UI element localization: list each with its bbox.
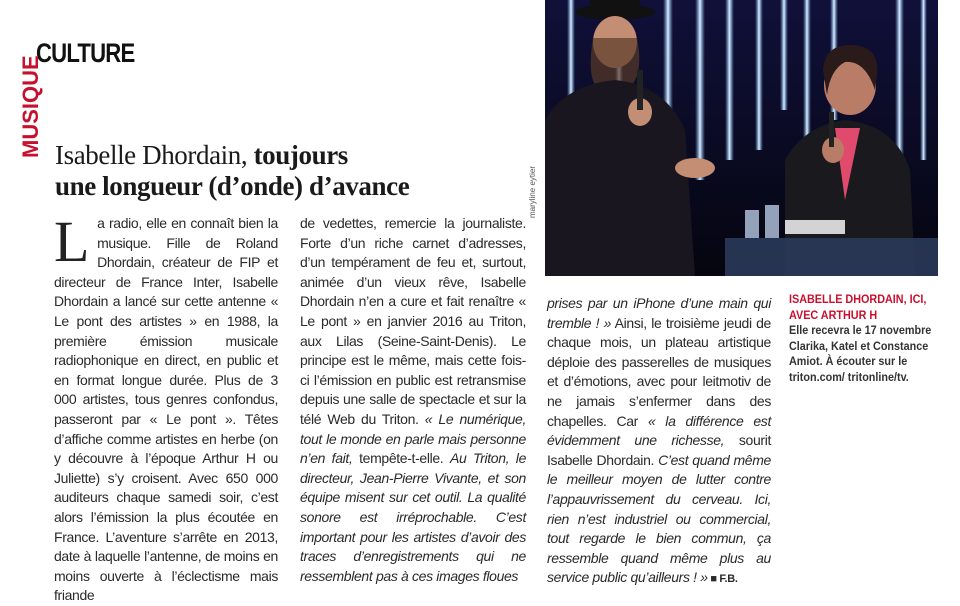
column-2-text-c: tempête-t-elle. bbox=[352, 450, 450, 467]
stage-illustration bbox=[545, 0, 938, 276]
article-column-2 bbox=[300, 214, 526, 586]
section-title: CULTURE bbox=[36, 38, 135, 68]
headline-regular: Isabelle Dhordain, bbox=[55, 140, 254, 170]
concert-photo bbox=[545, 0, 938, 276]
column-3-text-b: Ainsi, le troisième jeudi de chaque mois, un plateau artistique déploie des passerelles de musiques et d’émotions, avec pour leitmotiv de ne jamais s’enfermer dans des chapelles. Car bbox=[547, 314, 771, 429]
column-2-quote-b: Au Triton, le directeur, Jean-Pierre Vivante, et son équipe misent sur cet outil. La qualité sonore est irréprochable. C’est important pour les artistes d’avoir des traces d’enregistrements qui ne ressemblent pas à ces images floues bbox=[300, 450, 526, 584]
photo-caption bbox=[789, 292, 938, 386]
headline-bold-1: toujours bbox=[253, 140, 348, 170]
column-3-quote-a: prises par un iPhone d’une main qui tremble ! » bbox=[547, 295, 771, 331]
column-2-text-a: de vedettes, remercie la journaliste. Forte d’un riche carnet d’adresses, d’un tempérament de feu et, surtout, animée d’un vieux rêve, Isabelle Dhordain n’en a cure et fait renaître « Le pont » en janvier 2016 au Triton, aux Lilas (Seine-Saint-Denis). Le principe est le même, mais cette fois-ci l’émission en public est retransmise depuis une salle de spectacle et sur la télé Web du Triton. bbox=[300, 215, 526, 427]
headline bbox=[55, 140, 535, 202]
article-column-3 bbox=[547, 294, 771, 590]
column-2-quote-a: « Le numérique, tout le monde en parle mais personne n’en fait, bbox=[300, 410, 527, 467]
article-column-1 bbox=[54, 209, 278, 606]
drop-cap: L bbox=[54, 209, 90, 274]
rubric-label: MUSIQUE bbox=[18, 55, 43, 158]
column-3-quote-e: C’est quand même le meilleur moyen de lutter contre l’appauvrissement du cerveau. Ici, rien n’est industriel ou commercial, tout regarde le bien commun, ça ressemble quand même plus au service public qu’ailleurs ! » bbox=[547, 451, 771, 586]
photo-credit: maryline eytier bbox=[528, 165, 537, 218]
column-3-text-d: sourit Isabelle Dhordain. bbox=[547, 432, 771, 468]
author-signature: ■ F.B. bbox=[707, 573, 738, 586]
caption-body: Elle recevra le 17 novembre Clarika, Katel et Constance Amiot. À écouter sur le triton.com/ tritonline/tv. bbox=[789, 323, 932, 384]
column-1-text: a radio, elle en connaît bien la musique. Fille de Roland Dhordain, créateur de FIP et directeur de France Inter, Isabelle Dhordain a lancé sur cette antenne « Le pont des artistes » en 1988, la première émission musicale radiophonique en direct, en public et en format longue durée. Plus de 3 000 artistes, tous genres confondus, passeront par « Le pont ». Têtes d’affiche comme artistes en herbe (on y découvre à l’époque Arthur H ou Juliette) s’y croisent. Avec 650 000 auditeurs chaque samedi soir, c’est alors l’émission la plus écoutée en France. L’aventure s’arrête en 2013, date à laquelle l’antenne, de moins en moins ouverte à l’éclectisme mais friande bbox=[54, 215, 278, 604]
headline-bold-2: une longueur (d’onde) d’avance bbox=[55, 171, 410, 201]
column-3-quote-c: « la différence est évidemment une richesse, bbox=[547, 412, 771, 449]
caption-title: ISABELLE DHORDAIN, ICI, AVEC ARTHUR H bbox=[789, 292, 927, 322]
